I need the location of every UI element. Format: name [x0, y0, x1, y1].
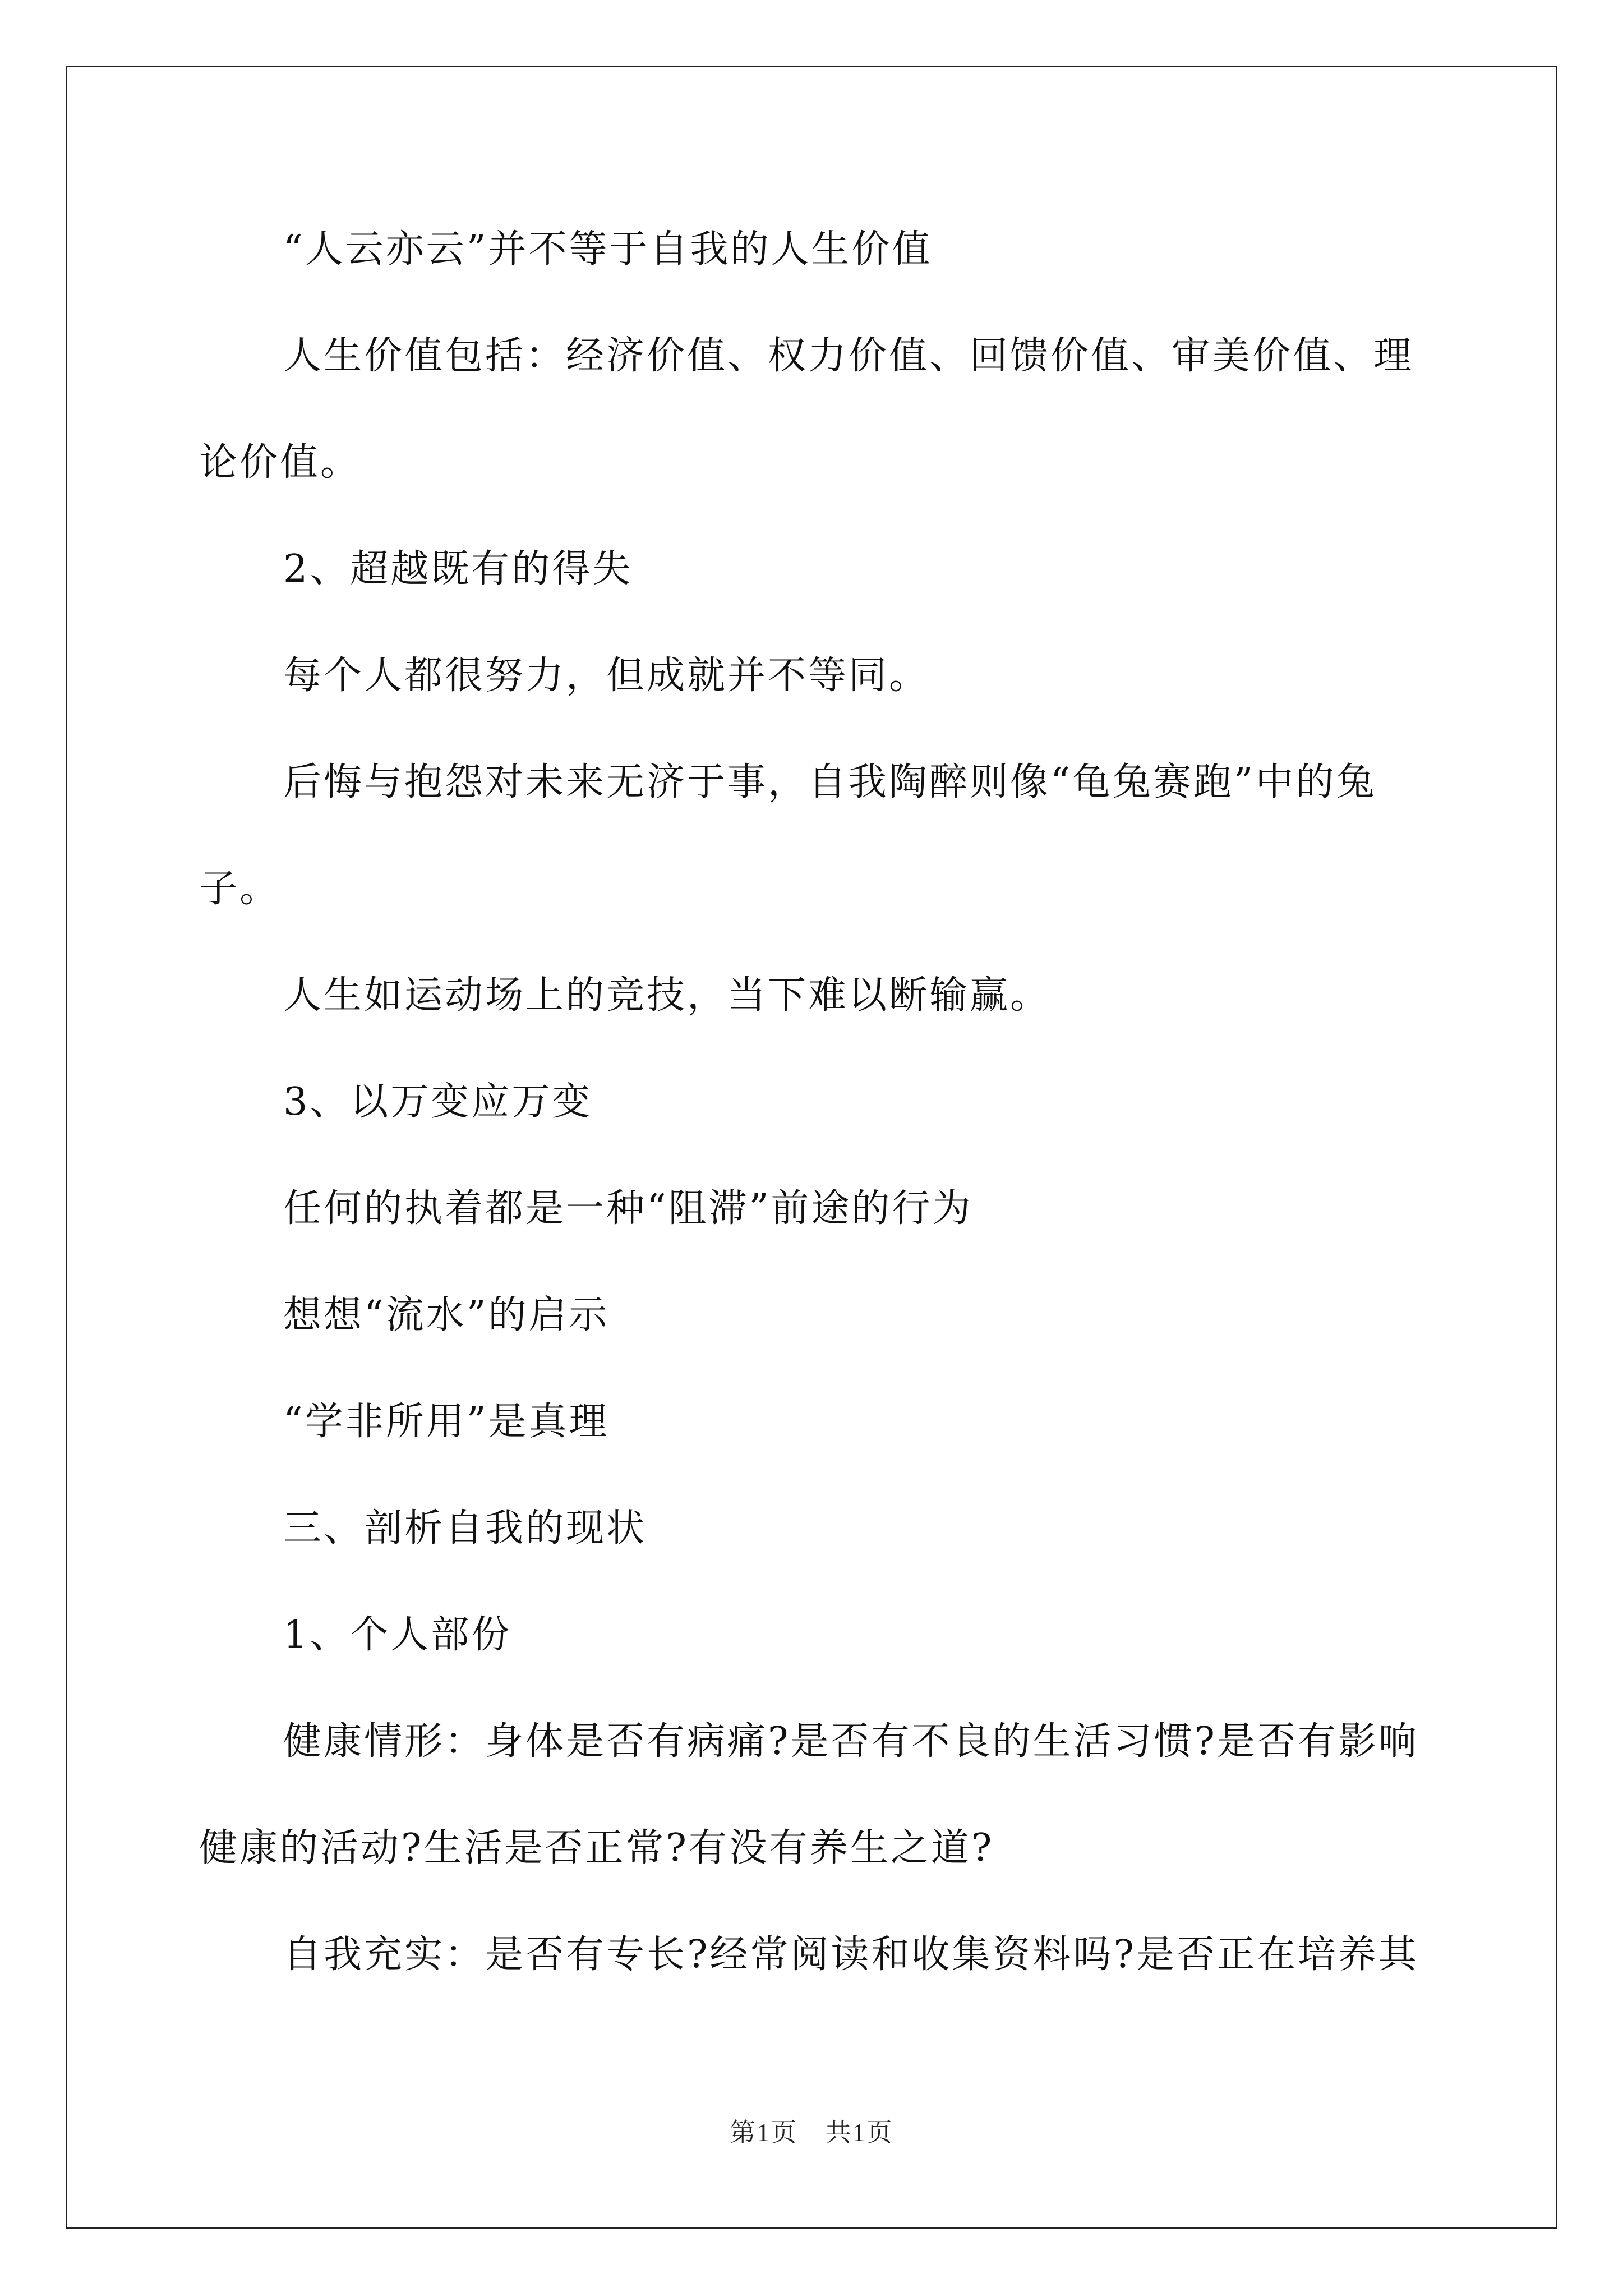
paragraph-value-list: 人生价值包括：经济价值、权力价值、回馈价值、审美价值、理: [283, 334, 1414, 378]
paragraph-health: 健康情形：身体是否有病痛?是否有不良的生活习惯?是否有影响: [283, 1719, 1419, 1764]
paragraph-section-3: 三、剖析自我的现状: [283, 1506, 647, 1550]
paragraph-persistence: 任何的执着都是一种“阻滞”前途的行为: [283, 1186, 973, 1231]
page-footer: [0, 2112, 1623, 2149]
page-number: 第1页: [730, 2118, 798, 2147]
page-total: 共1页: [825, 2118, 893, 2147]
paragraph-water: 想想“流水”的启示: [283, 1293, 610, 1337]
paragraph-effort: 每个人都很努力，但成就并不等同。: [283, 654, 930, 698]
paragraph-regret-cont: 子。: [199, 867, 280, 911]
paragraph-subheading-3: 3、以万变应万变: [283, 1080, 593, 1124]
paragraph-learning: “学非所用”是真理: [283, 1400, 610, 1444]
paragraph-heading-quote: “人云亦云”并不等于自我的人生价值: [283, 227, 933, 272]
paragraph-subheading-1: 1、个人部份: [283, 1613, 512, 1657]
paragraph-regret: 后悔与抱怨对未来无济于事，自我陶醉则像“龟兔赛跑”中的兔: [283, 760, 1377, 804]
paragraph-subheading-2: 2、超越既有的得失: [283, 547, 633, 591]
paragraph-value-list-cont: 论价值。: [199, 440, 361, 485]
paragraph-health-cont: 健康的活动?生活是否正常?有没有养生之道?: [199, 1826, 994, 1870]
paragraph-competition: 人生如运动场上的竞技，当下难以断输赢。: [283, 973, 1051, 1018]
paragraph-enrichment: 自我充实：是否有专长?经常阅读和收集资料吗?是否正在培养其: [283, 1932, 1419, 1977]
